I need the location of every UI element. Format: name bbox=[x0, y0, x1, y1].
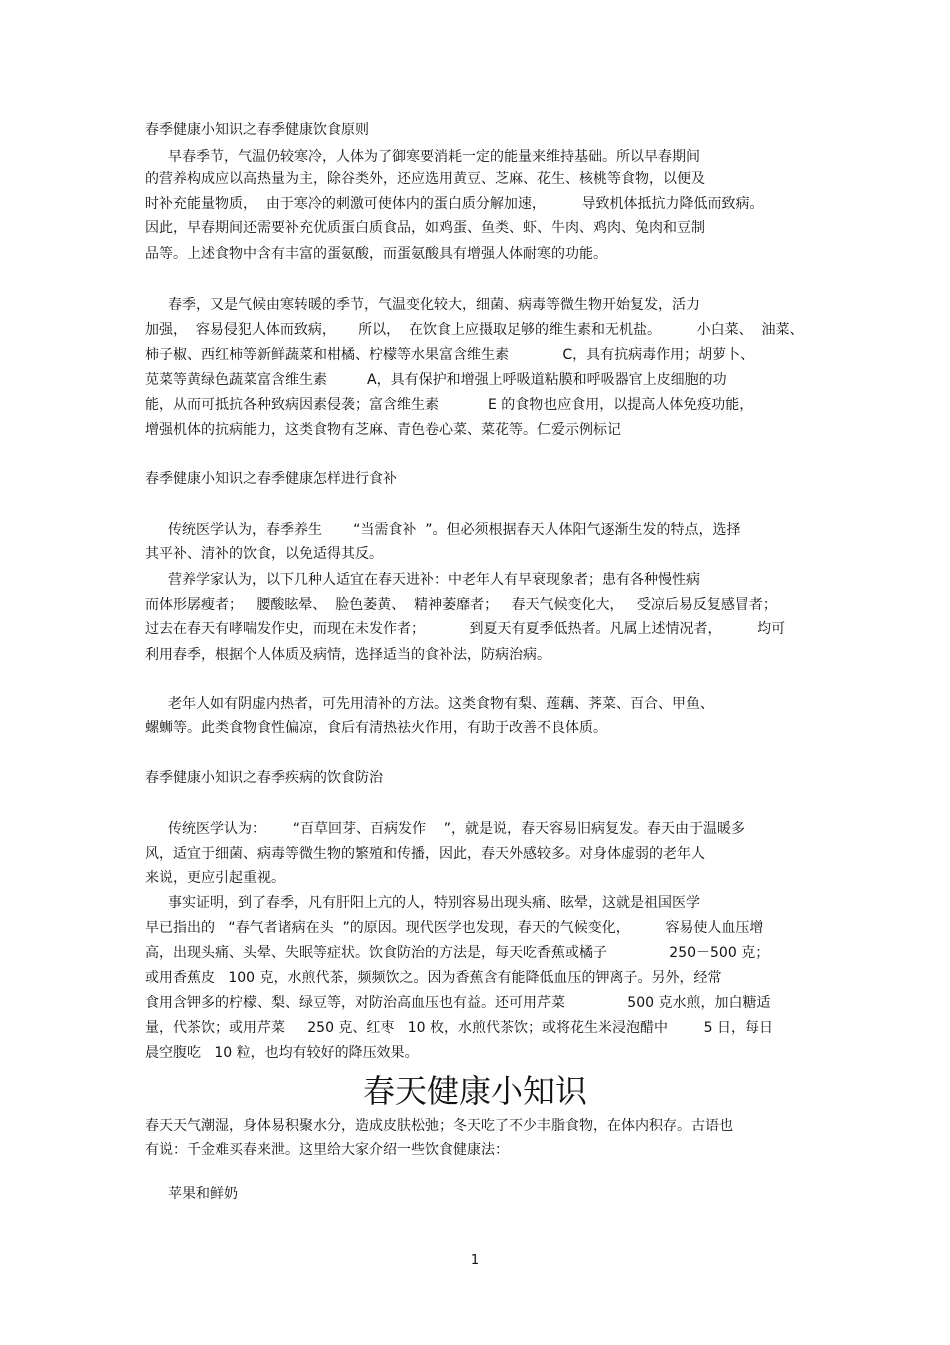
text-line: 过去在春天有哮喘发作史，而现在未发作者； 到夏天有夏季低热者。凡属上述情况者， 均可 bbox=[145, 621, 786, 637]
text-line: 晨空腹吃 10 粒，也均有较好的降压效果。 bbox=[145, 1045, 419, 1061]
text-line: 时补充能量物质， 由于寒冷的刺激可使体内的蛋白质分解加速， 导致机体抵抗力降低而致病。 bbox=[145, 196, 764, 212]
text-line: 利用春季，根据个人体质及病情，选择适当的食补法，防病治病。 bbox=[145, 647, 551, 663]
text-line: 食用含钾多的柠檬、梨、绿豆等，对防治高血压也有益。还可用芹菜 500 克水煎，加白糖适 bbox=[145, 995, 771, 1011]
intro-line: 有说：千金难买春来泄。这里给大家介绍一些饮食健康法： bbox=[145, 1142, 509, 1158]
text-line: 早春季节，气温仍较寒冷，人体为了御寒要消耗一定的能量来维持基础。所以早春期间 bbox=[168, 149, 700, 165]
text-line: 传统医学认为，春季养生 “当需食补 ”。但必须根据春天人体阳气逐渐生发的特点，选择 bbox=[168, 522, 741, 538]
text-line: 柿子椒、西红柿等新鲜蔬菜和柑橘、柠檬等水果富含维生素 C，具有抗病毒作用；胡萝卜、 bbox=[145, 347, 755, 363]
text-line: 传统医学认为： “百草回芽、百病发作 ”，就是说，春天容易旧病复发。春天由于温暖多 bbox=[168, 821, 746, 837]
text-line: 事实证明，到了春季，凡有肝阳上亢的人，特别容易出现头痛、眩晕，这就是祖国医学 bbox=[168, 895, 700, 911]
text-line: 苋菜等黄绿色蔬菜富含维生素 A，具有保护和增强上呼吸道粘膜和呼吸器官上皮细胞的功 bbox=[145, 372, 727, 388]
text-line: 春季，又是气候由寒转暖的季节，气温变化较大，细菌、病毒等微生物开始复发，活力 bbox=[168, 297, 700, 313]
text-line: 风，适宜于细菌、病毒等微生物的繁殖和传播，因此，春天外感较多。对身体虚弱的老年人 bbox=[145, 846, 705, 862]
text-line: 其平补、清补的饮食，以免适得其反。 bbox=[145, 546, 383, 562]
text-line: 而体形孱瘦者； 腰酸眩晕、 脸色萎黄、 精神萎靡者； 春天气候变化大， 受凉后易反复感冒者； bbox=[145, 597, 777, 613]
text-line: 高，出现头痛、头晕、失眠等症状。饮食防治的方法是，每天吃香蕉或橘子 250－500 克； bbox=[145, 945, 770, 961]
subheading-apple-milk: 苹果和鲜奶 bbox=[168, 1186, 238, 1202]
text-line: 老年人如有阴虚内热者，可先用清补的方法。这类食物有梨、莲藕、荠菜、百合、甲鱼、 bbox=[168, 696, 714, 712]
section-heading-food-supplement: 春季健康小知识之春季健康怎样进行食补 bbox=[145, 471, 397, 487]
text-line: 因此，早春期间还需要补充优质蛋白质食品，如鸡蛋、鱼类、虾、牛肉、鸡肉、兔肉和豆制 bbox=[145, 220, 705, 236]
text-line: 量，代茶饮；或用芹菜 250 克、红枣 10 枚，水煎代茶饮；或将花生米浸泡醋中 5 日，每日 bbox=[145, 1020, 773, 1036]
section-heading-disease-prevention: 春季健康小知识之春季疾病的饮食防治 bbox=[145, 770, 383, 786]
text-line: 或用香蕉皮 100 克，水煎代茶，频频饮之。因为香蕉含有能降低血压的钾离子。另外，经常 bbox=[145, 970, 722, 986]
text-line: 螺蛳等。此类食物食性偏凉，食后有清热祛火作用，有助于改善不良体质。 bbox=[145, 720, 607, 736]
text-line: 营养学家认为，以下几种人适宜在春天进补：中老年人有早衰现象者；患有各种慢性病 bbox=[168, 572, 700, 588]
intro-line: 春天天气潮湿，身体易积聚水分，造成皮肤松弛；冬天吃了不少丰脂食物，在体内积存。古语也 bbox=[145, 1118, 733, 1134]
page-number: 1 bbox=[470, 1253, 480, 1268]
text-line: 增强机体的抗病能力，这类食物有芝麻、青色卷心菜、菜花等。仁爱示例标记 bbox=[145, 422, 621, 438]
text-line: 品等。上述食物中含有丰富的蛋氨酸，而蛋氨酸具有增强人体耐寒的功能。 bbox=[145, 246, 607, 262]
text-line: 来说，更应引起重视。 bbox=[145, 870, 285, 886]
section-heading-diet-principles: 春季健康小知识之春季健康饮食原则 bbox=[145, 122, 369, 138]
text-line: 加强， 容易侵犯人体而致病， 所以， 在饮食上应摄取足够的维生素和无机盐。 小白菜、 油菜、 bbox=[145, 322, 804, 338]
text-line: 早已指出的 “春气者诸病在头 ”的原因。现代医学也发现，春天的气候变化， 容易使人血压增 bbox=[145, 920, 764, 936]
document-title: 春天健康小知识 bbox=[362, 1072, 587, 1110]
text-line: 的营养构成应以高热量为主，除谷类外，还应选用黄豆、芝麻、花生、核桃等食物，以便及 bbox=[145, 171, 705, 187]
text-line: 能，从而可抵抗各种致病因素侵袭；富含维生素 E 的食物也应食用，以提高人体免疫功能， bbox=[145, 397, 754, 413]
